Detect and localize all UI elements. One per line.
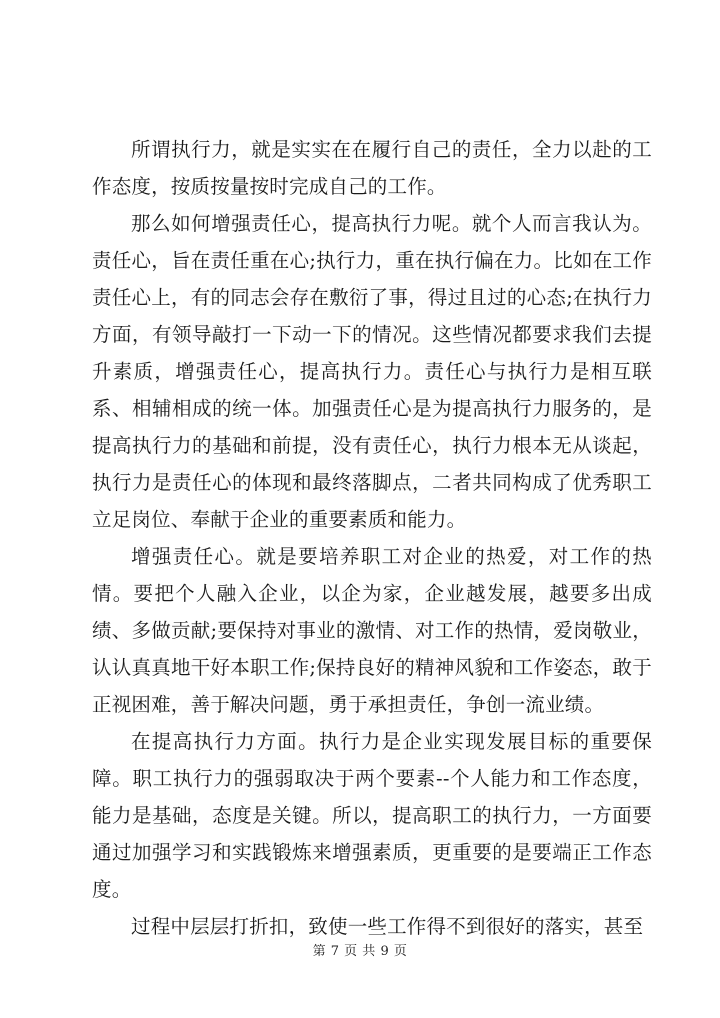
paragraph-5: 过程中层层打折扣，致使一些工作得不到很好的落实，甚至 <box>131 915 644 938</box>
paragraph-4: 在提高执行力方面。执行力是企业实现发展目标的重要保障。职工执行力的强弱取决于两个要素--个人能力和工作态度，能力是基础，态度是关键。所以，提高职工的执行力，一方面要通过加强学习和实践锻炼来增强素质，更重要的是要端正工作态度。 <box>92 730 652 901</box>
paragraph-1: 所谓执行力，就是实实在在履行自己的责任，全力以赴的工作态度，按质按量按时完成自己的工作。 <box>92 138 652 198</box>
paragraph-2: 那么如何增强责任心，提高执行力呢。就个人而言我认为。责任心，旨在责任重在心;执行力，重在执行偏在力。比如在工作责任心上，有的同志会存在敷衍了事，得过且过的心态;在执行力方面，有领导敲打一下动一下的情况。这些情况都要求我们去提升素质，增强责任心，提高执行力。责任心与执行力是相互联系、相辅相成的统一体。加强责任心是为提高执行力服务的，是提高执行力的基础和前提，没有责任心，执行力根本无从谈起，执行力是责任心的体现和最终落脚点，二者共同构成了优秀职工立足岗位、奉献于企业的重要素质和能力。 <box>92 212 652 531</box>
paragraph-3: 增强责任心。就是要培养职工对企业的热爱，对工作的热情。要把个人融入企业，以企为家，企业越发展，越要多出成绩、多做贡献;要保持对事业的激情、对工作的热情，爱岗敬业，认认真真地干好本职工作;保持良好的精神风貌和工作姿态，敢于正视困难，善于解决问题，勇于承担责任，争创一流业绩。 <box>92 545 652 716</box>
page-footer: 第 7 页 共 9 页 <box>312 944 408 959</box>
document-body <box>92 131 652 945</box>
